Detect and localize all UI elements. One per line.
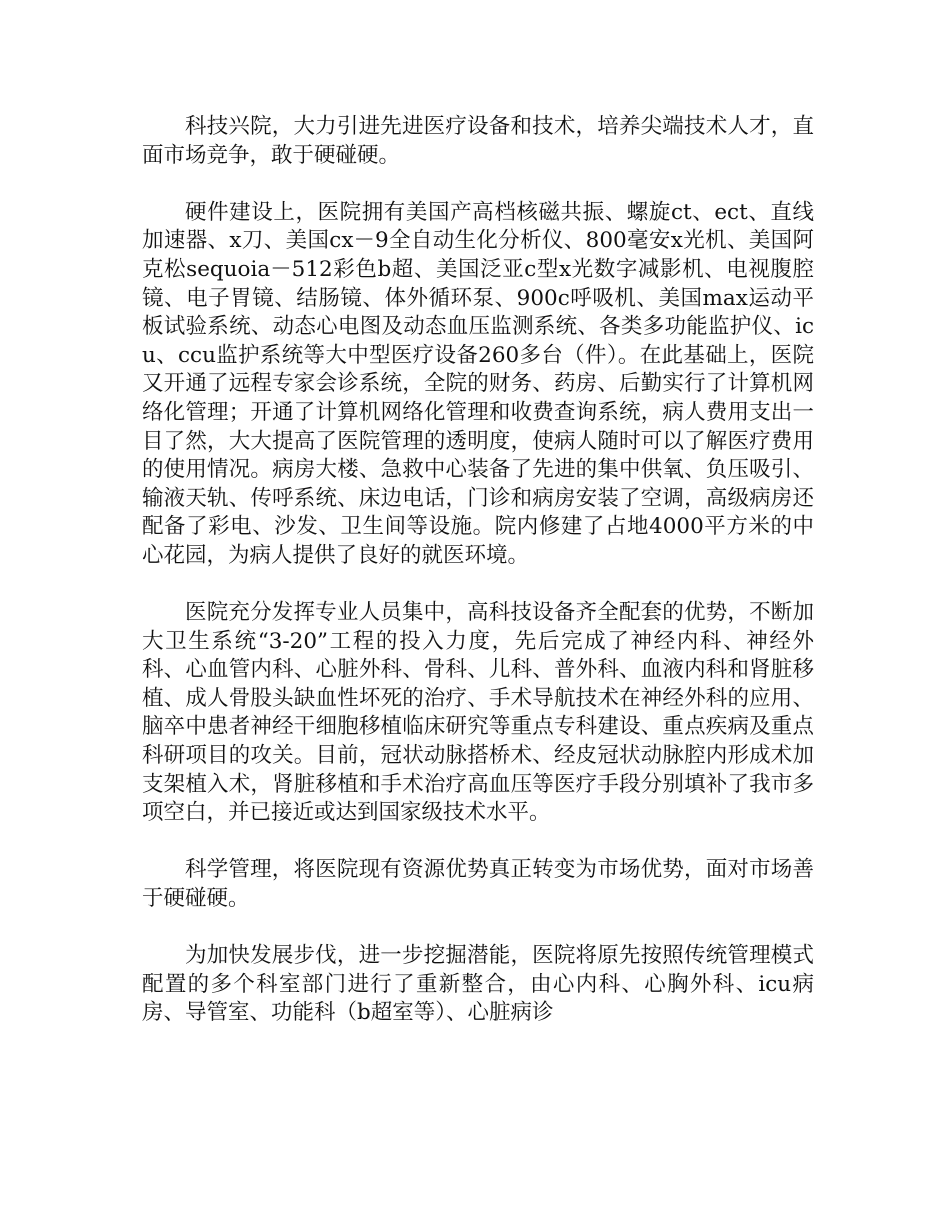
paragraph-tech-hospital: 科技兴院，大力引进先进医疗设备和技术，培养尖端技术人才，直面市场竞争，敢于硬碰硬。 bbox=[142, 114, 814, 168]
paragraph-specialty: 医院充分发挥专业人员集中，高科技设备齐全配套的优势，不断加大卫生系统“3-20”工程的投入力度，先后完成了神经内科、神经外科、心血管内科、心脏外科、骨科、儿科、普外科、血液内科和肾脏移植、成人骨股头缺血性坏死的治疗、手术导航技术在神经外科的应用、脑卒中患者神经干细胞移植临床研究等重点专科建设、重点疾病及重点科研项目的攻关。目前，冠状动脉搭桥术、经皮冠状动脉腔内形成术加支架植入术，肾脏移植和手术治疗高血压等医疗手段分别填补了我市多项空白，并已接近或达到国家级技术水平。 bbox=[142, 600, 814, 826]
document-page bbox=[142, 113, 814, 1057]
paragraph-reorganization: 为加快发展步伐，进一步挖掘潜能，医院将原先按照传统管理模式配置的多个科室部门进行了重新整合，由心内科、心胸外科、icu病房、导管室、功能科（b超室等）、心脏病诊 bbox=[142, 943, 814, 1026]
paragraph-hardware: 硬件建设上，医院拥有美国产高档核磁共振、螺旋ct、ect、直线加速器、x刀、美国cx－9全自动生化分析仪、800毫安x光机、美国阿克松sequoia－512彩色b超、美国泛亚c型x光数字减影机、电视腹腔镜、电子胃镜、结肠镜、体外循环泵、900c呼吸机、美国max运动平板试验系统、动态心电图及动态血压监测系统、各类多功能监护仪、icu、ccu监护系统等大中型医疗设备260多台（件）。在此基础上，医院又开通了远程专家会诊系统，全院的财务、药房、后勤实行了计算机网络化管理；开通了计算机网络化管理和收费查询系统，病人费用支出一目了然，大大提高了医院管理的透明度，使病人随时可以了解医疗费用的使用情况。病房大楼、急救中心装备了先进的集中供氧、负压吸引、输液天轨、传呼系统、床边电话，门诊和病房安装了空调，高级病房还配备了彩电、沙发、卫生间等设施。院内修建了占地4000平方米的中心花园，为病人提供了良好的就医环境。 bbox=[142, 199, 814, 568]
paragraph-management: 科学管理，将医院现有资源优势真正转变为市场优势，面对市场善于硬碰硬。 bbox=[142, 857, 814, 912]
